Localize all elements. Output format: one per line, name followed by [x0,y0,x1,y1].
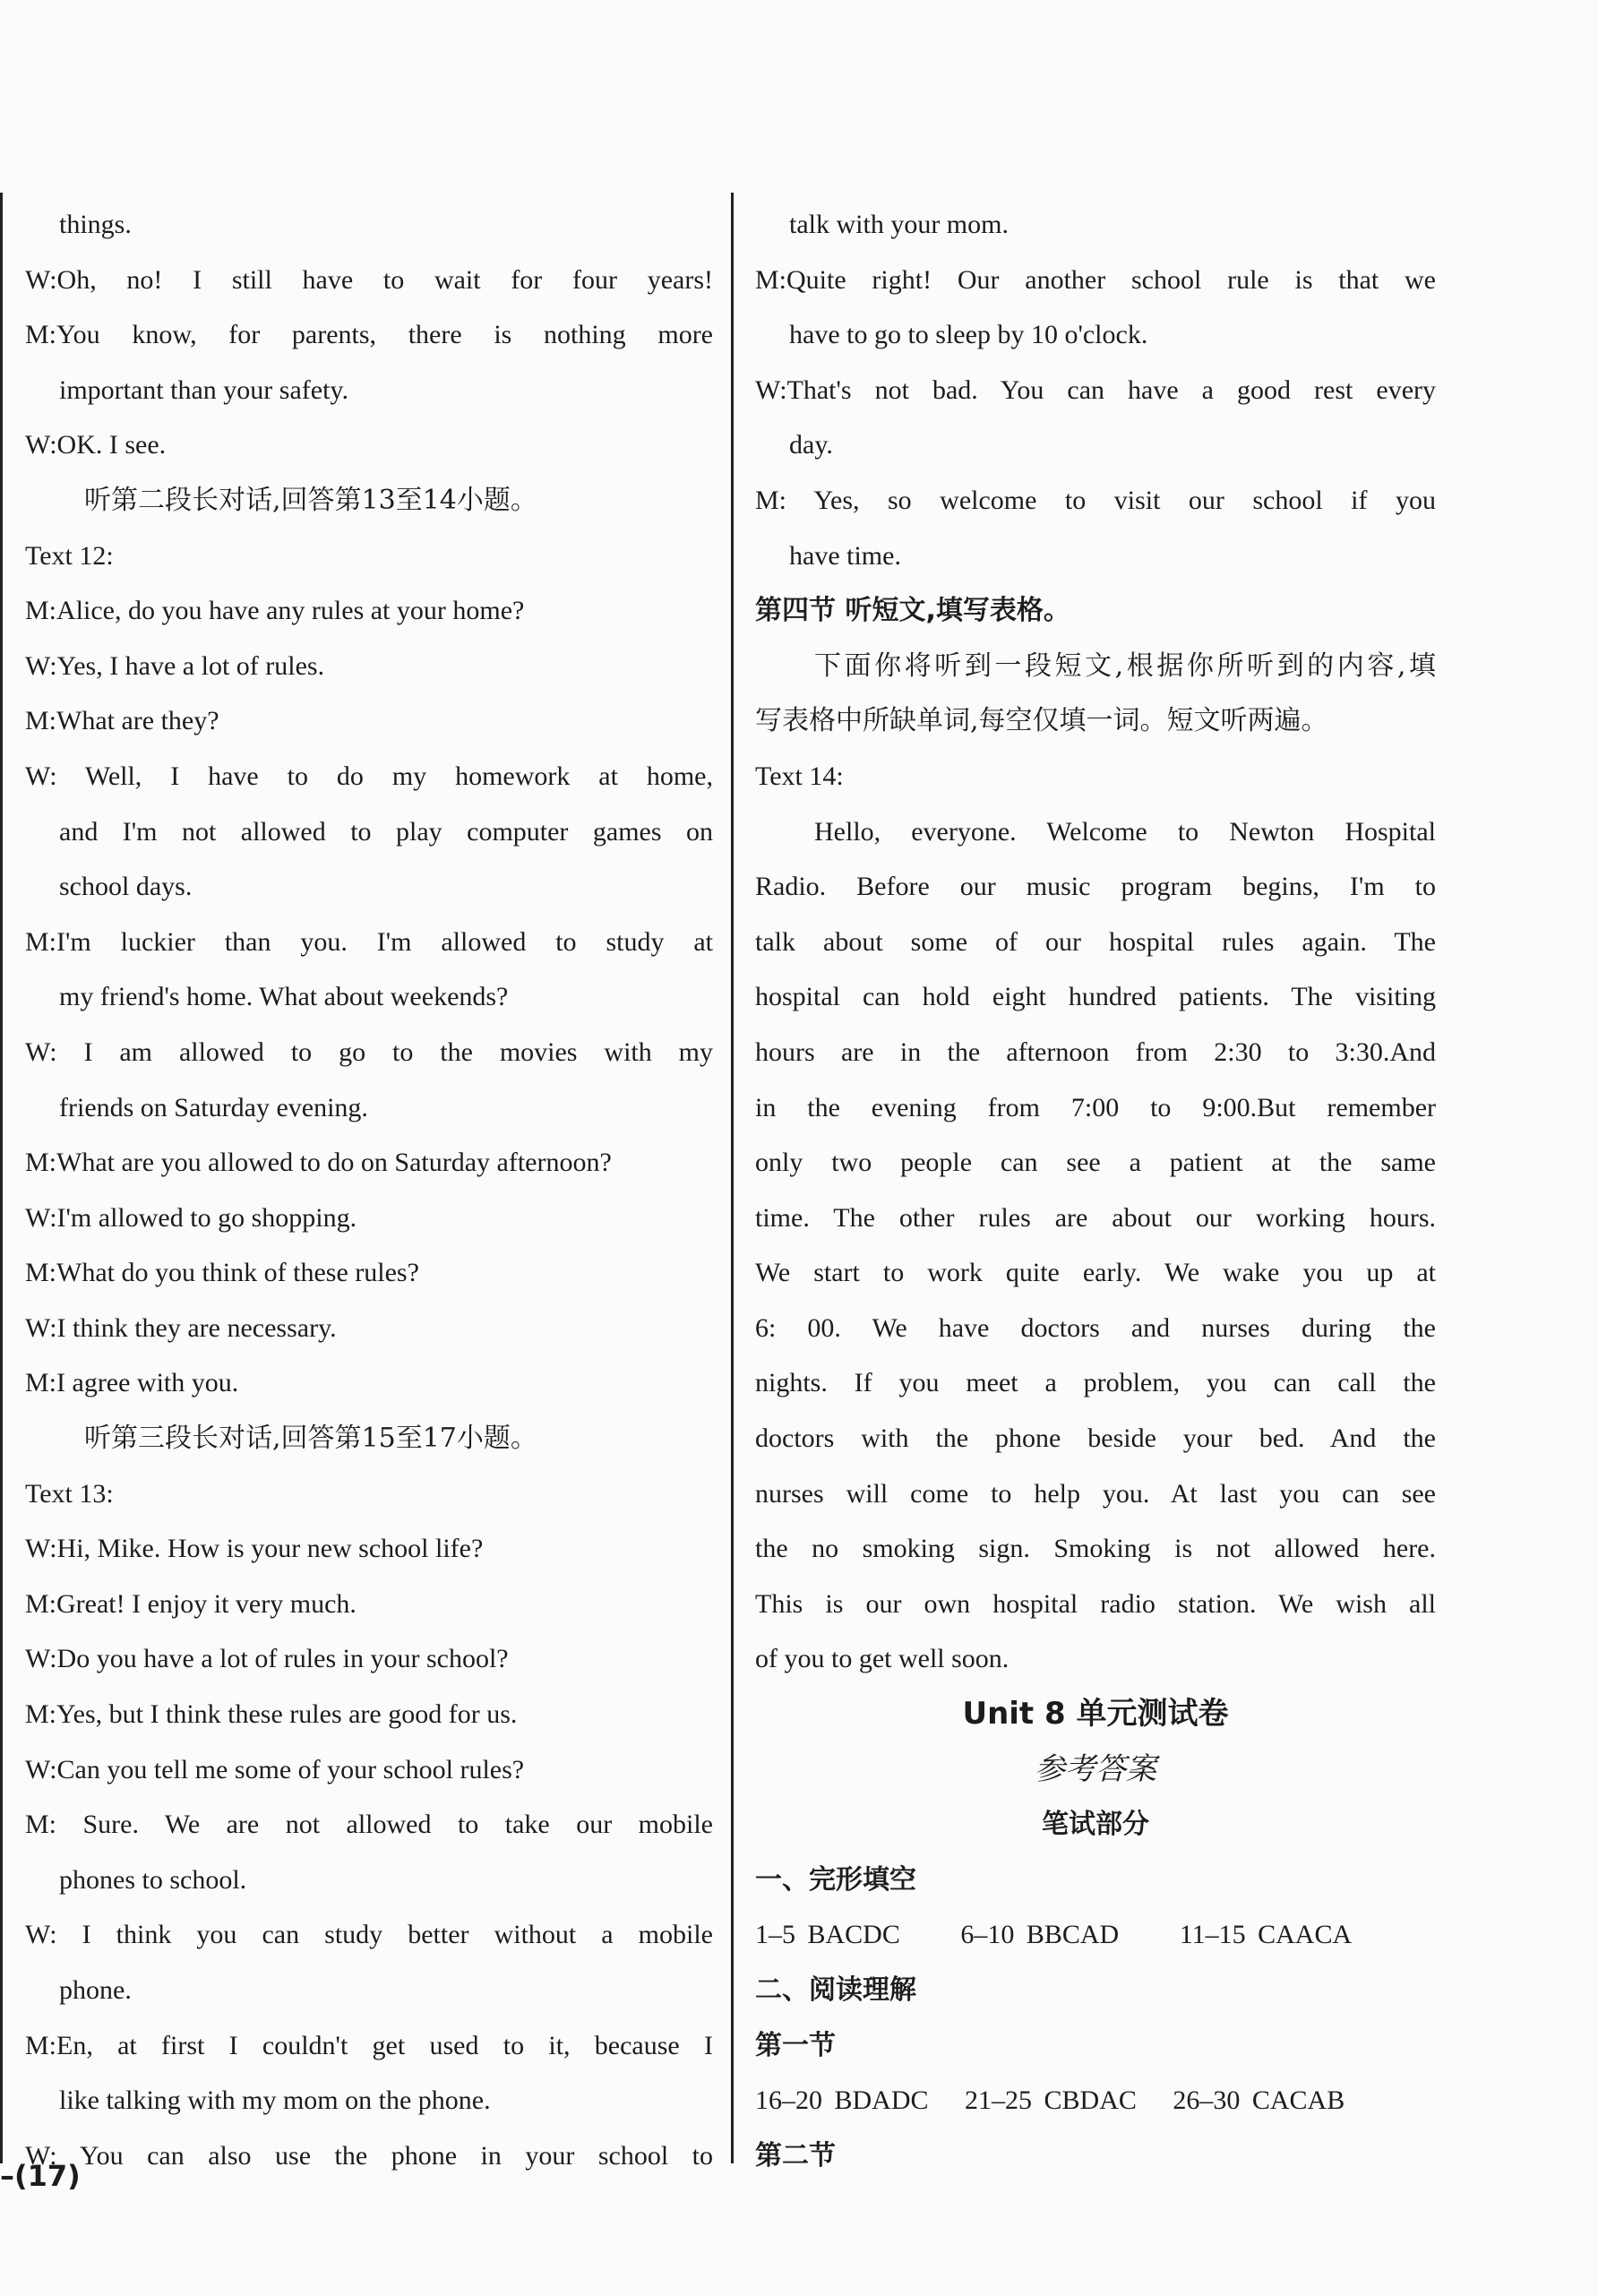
text-line: W:Do you have a lot of rules in your school? [25,1644,509,1674]
text-line: M:I agree with you. [25,1368,239,1398]
text-line: like talking with my mom on the phone. [59,2085,491,2116]
text-line: We start to work quite early. We wake you up at [755,1258,1436,1288]
text-line: 听第二段长对话,回答第13至14小题。 [84,484,537,516]
text-line: M:What do you think of these rules? [25,1258,419,1288]
text-line: phone. [59,1975,132,2005]
unit-title: Unit 8 单元测试卷 [962,1696,1229,1733]
text-line: doctors with the phone beside your bed. And the [755,1423,1436,1454]
answer-heading: 参考答案 [1035,1750,1156,1787]
text-line: and I'm not allowed to play computer games on [59,816,713,847]
text-line: of you to get well soon. [755,1644,1009,1674]
right-column [755,197,1436,2183]
text-line: phones to school. [59,1864,247,1895]
text-line: M:Quite right! Our another school rule is that we [755,264,1436,295]
text-line: This is our own hospital radio station. We wish all [755,1588,1436,1619]
text-line: W:Hi, Mike. How is your new school life? [25,1534,484,1564]
text-line: M:Alice, do you have any rules at your home? [25,596,525,626]
text-line: talk about some of our hospital rules again. The [755,926,1436,957]
text-line: have time. [789,540,901,571]
text-line: W:I think they are necessary. [25,1312,337,1343]
text-line: things. [59,210,132,239]
text-line: W:OK. I see. [25,430,167,460]
text-line: 写表格中所缺单词,每空仅填一词。短文听两遍。 [755,705,1328,737]
text-line: hospital can hold eight hundred patients. The visiting [755,982,1436,1012]
answer-group: 11–15 CAACA [1179,1920,1353,1950]
text-line: Text 13: [25,1478,114,1509]
answer-group: 6–10 BBCAD [960,1920,1120,1950]
text-line: 第四节 听短文,填写表格。 [755,595,1070,627]
text-line: talk with your mom. [789,210,1009,239]
text-line: W:Oh, no! I still have to wait for four years! [25,264,713,295]
section-cloze-heading: 一、完形填空 [755,1863,916,1896]
answer-group: 26–30 CACAB [1173,2085,1345,2116]
answers-reading-1 [755,2073,1436,2128]
text-line: only two people can see a patient at the same [755,1148,1436,1178]
right-column-text [755,197,1436,1687]
text-line: M:Yes, but I think these rules are good for us. [25,1699,518,1730]
text-line: Text 12: [25,540,114,571]
answer-group: 21–25 CBDAC [965,2085,1137,2116]
text-line: W:I'm allowed to go shopping. [25,1202,357,1233]
answers-cloze [755,1907,1436,1963]
answer-group: 16–20 BDADC [755,2085,929,2116]
text-line: W:That's not bad. You can have a good rest every [755,374,1436,405]
text-line: W: I am allowed to go to the movies with my [25,1036,713,1067]
text-line: M:I'm luckier than you. I'm allowed to study at [25,926,713,957]
text-line: 听第三段长对话,回答第15至17小题。 [84,1423,537,1455]
text-line: hours are in the afternoon from 2:30 to 3:30.And [755,1036,1436,1067]
left-column [25,197,713,2183]
text-line: W:Yes, I have a lot of rules. [25,650,325,681]
answer-group: 1–5 BACDC [755,1920,900,1950]
text-line: M:What are you allowed to do on Saturday afternoon? [25,1148,612,1178]
text-line: friends on Saturday evening. [59,1092,368,1122]
text-line: school days. [59,872,193,902]
text-line: M:Great! I enjoy it very much. [25,1588,357,1619]
text-line: in the evening from 7:00 to 9:00.But remember [755,1092,1436,1122]
text-line: W: I think you can study better without a mobile [25,1920,713,1950]
left-border-line [0,193,3,2163]
text-line: W:Can you tell me some of your school rules? [25,1754,525,1784]
text-line: nights. If you meet a problem, you can call the [755,1368,1436,1398]
section-reading-heading: 二、阅读理解 [755,1974,916,2006]
text-line: have to go to sleep by 10 o'clock. [789,320,1148,350]
text-line: time. The other rules are about our working hours. [755,1202,1436,1233]
text-line: day. [789,430,833,460]
written-part-heading: 笔试部分 [1042,1809,1149,1841]
subsection-2-heading: 第二节 [755,2139,836,2171]
text-line: Text 14: [755,761,844,791]
text-line: 6: 00. We have doctors and nurses during the [755,1312,1436,1343]
text-line: W: You can also use the phone in your school to [25,2140,713,2171]
text-line: M:You know, for parents, there is nothing more [25,320,713,350]
text-line: Radio. Before our music program begins, I'm to [755,872,1436,902]
text-line: M: Yes, so welcome to visit our school if you [755,485,1436,515]
text-line: my friend's home. What about weekends? [59,982,509,1012]
text-line: M: Sure. We are not allowed to take our mobile [25,1810,713,1840]
subsection-1-heading: 第一节 [755,2029,836,2061]
text-line: M:En, at first I couldn't get used to it, because I [25,2030,713,2060]
text-line: the no smoking sign. Smoking is not allowed here. [755,1534,1436,1564]
text-line: important than your safety. [59,374,348,405]
text-line: W: Well, I have to do my homework at home, [25,761,713,791]
page-number: –(17) [0,2159,81,2193]
column-divider [731,193,734,2163]
text-line: M:What are they? [25,706,219,736]
text-line: Hello, everyone. Welcome to Newton Hospital [814,816,1436,847]
text-line: nurses will come to help you. At last you can see [755,1478,1436,1509]
text-line: 下面你将听到一段短文,根据你所听到的内容,填 [814,649,1436,682]
